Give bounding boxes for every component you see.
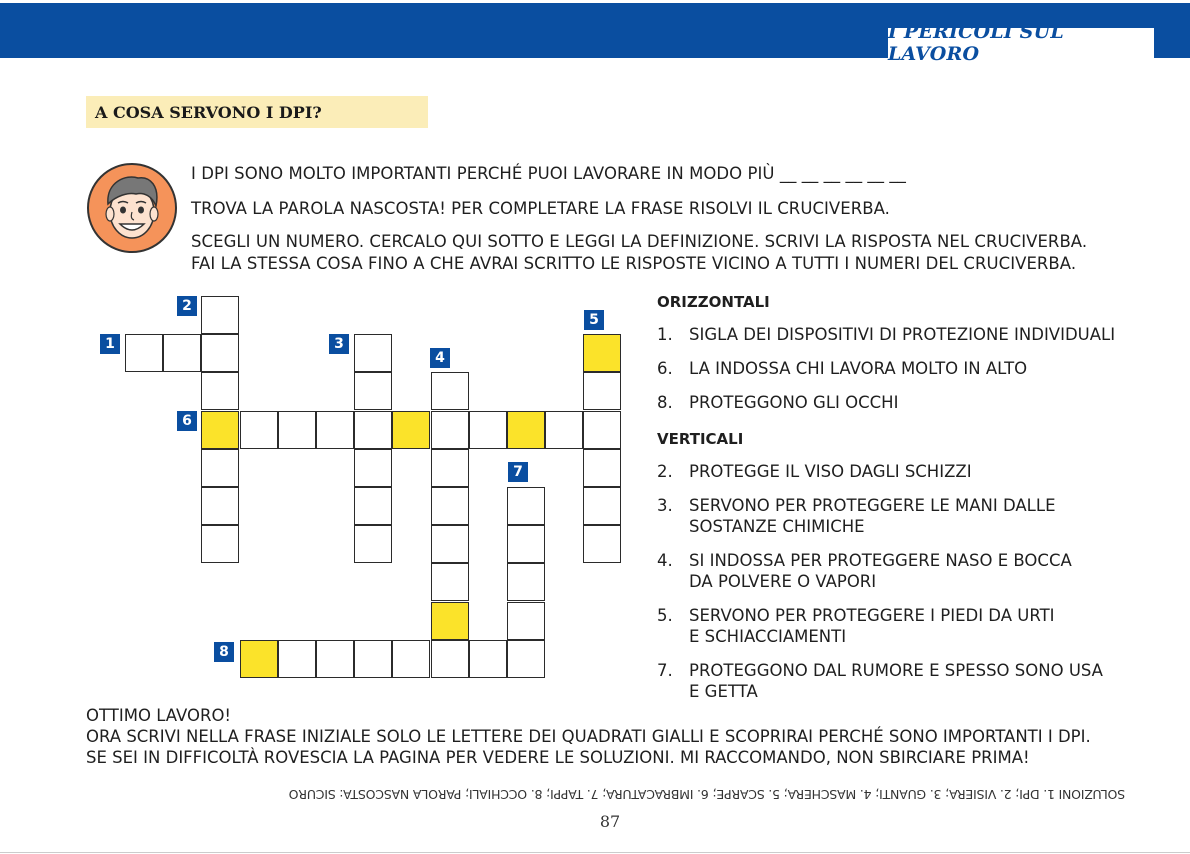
crossword-cell[interactable] xyxy=(507,563,545,601)
crossword-cell[interactable] xyxy=(507,602,545,640)
crossword-cell[interactable] xyxy=(316,411,354,449)
boy-avatar-icon xyxy=(86,162,178,254)
crossword-cell[interactable] xyxy=(583,525,621,563)
crossword-cell[interactable] xyxy=(201,372,239,410)
clue-vertical-3: 3. SERVONO PER PROTEGGERE LE MANI DALLE SOSTANZE CHIMICHE xyxy=(657,496,1056,536)
crossword-cell[interactable] xyxy=(583,372,621,410)
intro-instruction-2: FAI LA STESSA COSA FINO A CHE AVRAI SCRITTO LE RISPOSTE VICINO A TUTTI I NUMERI DEL CRUCIVERBA. xyxy=(191,254,1077,273)
crossword-cell[interactable] xyxy=(431,372,469,410)
crossword-cell[interactable] xyxy=(354,487,392,525)
chapter-title: I PERICOLI SUL LAVORO xyxy=(888,21,1064,65)
vertical-heading: VERTICALI xyxy=(657,430,744,448)
crossword-cell-highlighted[interactable] xyxy=(392,411,430,449)
crossword-cell[interactable] xyxy=(354,525,392,563)
crossword-cell[interactable] xyxy=(507,487,545,525)
crossword-cell[interactable] xyxy=(354,449,392,487)
crossword-cell[interactable] xyxy=(354,334,392,372)
crossword-cell[interactable] xyxy=(431,411,469,449)
crossword-cell[interactable] xyxy=(278,640,316,678)
crossword-cell[interactable] xyxy=(583,487,621,525)
section-title-box xyxy=(86,96,428,128)
clue-vertical-7: 7. PROTEGGONO DAL RUMORE E SPESSO SONO USA E GETTA xyxy=(657,661,1103,701)
page-number: 87 xyxy=(599,812,621,831)
crossword-number-4: 4 xyxy=(430,348,450,368)
clue-vertical-5: 5. SERVONO PER PROTEGGERE I PIEDI DA URTI E SCHIACCIAMENTI xyxy=(657,606,1055,646)
crossword-cell[interactable] xyxy=(392,640,430,678)
crossword-cell[interactable] xyxy=(507,525,545,563)
crossword-cell[interactable] xyxy=(507,640,545,678)
crossword-cell[interactable] xyxy=(201,525,239,563)
clue-vertical-4: 4. SI INDOSSA PER PROTEGGERE NASO E BOCCA DA POLVERE O VAPORI xyxy=(657,551,1072,591)
crossword-cell[interactable] xyxy=(545,411,583,449)
crossword-cell[interactable] xyxy=(125,334,163,372)
crossword-number-6: 6 xyxy=(177,411,197,431)
crossword-number-5: 5 xyxy=(584,310,604,330)
crossword-cell[interactable] xyxy=(163,334,201,372)
crossword-cell[interactable] xyxy=(316,640,354,678)
crossword-cell[interactable] xyxy=(201,449,239,487)
crossword-cell[interactable] xyxy=(469,640,507,678)
crossword-cell[interactable] xyxy=(583,411,621,449)
intro-instruction-1: SCEGLI UN NUMERO. CERCALO QUI SOTTO E LEGGI LA DEFINIZIONE. SCRIVI LA RISPOSTA NEL CRUCIVERBA. xyxy=(191,232,1088,251)
outro-praise: OTTIMO LAVORO! xyxy=(86,706,232,725)
upside-down-solutions: SOLUZIONI 1. DPI; 2. VISIERA; 3. GUANTI; 4. MASCHERA; 5. SCARPE; 6. IMBRACATURA; 7. TAPPI; 8. OCCHIALI; PAROLA NASCOSTA: SICURO xyxy=(288,787,1126,803)
bottom-rule xyxy=(0,852,1190,853)
crossword-number-1: 1 xyxy=(100,334,120,354)
horizontal-heading: ORIZZONTALI xyxy=(657,293,770,311)
crossword-cell-highlighted[interactable] xyxy=(507,411,545,449)
crossword-cell[interactable] xyxy=(431,525,469,563)
crossword-cell[interactable] xyxy=(431,563,469,601)
crossword-cell-highlighted[interactable] xyxy=(240,640,278,678)
intro-sentence: I DPI SONO MOLTO IMPORTANTI PERCHÉ PUOI LAVORARE IN MODO PIÙ __ __ __ __ __ __ xyxy=(191,164,906,183)
crossword-cell[interactable] xyxy=(431,487,469,525)
crossword-number-8: 8 xyxy=(214,642,234,662)
crossword-cell[interactable] xyxy=(354,411,392,449)
outro-instruction: ORA SCRIVI NELLA FRASE INIZIALE SOLO LE LETTERE DEI QUADRATI GIALLI E SCOPRIRAI PERCHÉ SONO IMPORTANTI I DPI. xyxy=(86,727,1091,746)
section-title: A COSA SERVONO I DPI? xyxy=(95,102,322,122)
crossword-cell[interactable] xyxy=(583,449,621,487)
crossword-cell[interactable] xyxy=(201,296,239,334)
crossword-cell[interactable] xyxy=(469,411,507,449)
crossword-cell-highlighted[interactable] xyxy=(583,334,621,372)
crossword-number-3: 3 xyxy=(329,334,349,354)
clue-horizontal-8: 8. PROTEGGONO GLI OCCHI xyxy=(657,393,899,412)
crossword-number-2: 2 xyxy=(177,296,197,316)
intro-find-word: TROVA LA PAROLA NASCOSTA! PER COMPLETARE LA FRASE RISOLVI IL CRUCIVERBA. xyxy=(191,199,890,218)
chapter-tab xyxy=(888,21,1154,65)
crossword-cell[interactable] xyxy=(431,640,469,678)
outro-hint: SE SEI IN DIFFICOLTÀ ROVESCIA LA PAGINA PER VEDERE LE SOLUZIONI. MI RACCOMANDO, NON SBIRCIARE PRIMA! xyxy=(86,748,1030,767)
crossword-cell[interactable] xyxy=(240,411,278,449)
crossword-cell[interactable] xyxy=(201,487,239,525)
crossword-cell[interactable] xyxy=(201,334,239,372)
crossword-cell[interactable] xyxy=(431,449,469,487)
clue-vertical-2: 2. PROTEGGE IL VISO DAGLI SCHIZZI xyxy=(657,462,972,481)
crossword-cell[interactable] xyxy=(278,411,316,449)
clue-horizontal-1: 1. SIGLA DEI DISPOSITIVI DI PROTEZIONE INDIVIDUALI xyxy=(657,325,1116,344)
crossword-number-7: 7 xyxy=(508,462,528,482)
crossword-cell-highlighted[interactable] xyxy=(431,602,469,640)
crossword-cell[interactable] xyxy=(354,372,392,410)
crossword-cell-highlighted[interactable] xyxy=(201,411,239,449)
crossword-cell[interactable] xyxy=(354,640,392,678)
clue-horizontal-6: 6. LA INDOSSA CHI LAVORA MOLTO IN ALTO xyxy=(657,359,1028,378)
